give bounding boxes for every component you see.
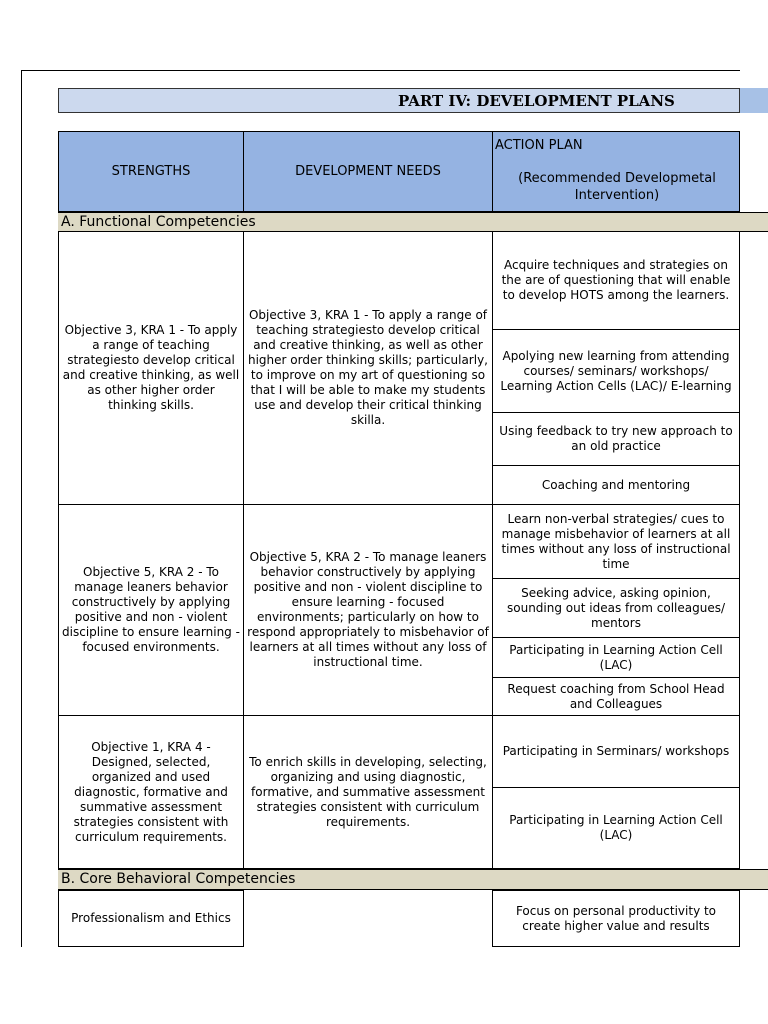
row2-action-4: Request coaching from School Head and Colleagues <box>492 677 740 716</box>
header-action-plan <box>492 131 740 212</box>
header-action-plan-sublabel: (Recommended Developmetal Intervention) <box>518 171 716 203</box>
row3-development-need: To enrich skills in developing, selecting, organizing and using diagnostic, formative, and summative assessment strategies consistent with curriculum requirements. <box>243 715 493 869</box>
section-functional-competencies <box>58 212 768 232</box>
row1-action-2: Apolying new learning from attending courses/ seminars/ workshops/ Learning Action Cells (LAC)/ E-learning <box>492 329 740 413</box>
row3-action-2: Participating in Learning Action Cell (LAC) <box>492 787 740 869</box>
core-development-need <box>243 890 493 947</box>
row2-strength: Objective 5, KRA 2 - To manage leaners behavior constructively by applying positive and non - violent discipline to ensure learning - focused environments. <box>58 504 244 716</box>
page-top-border <box>21 70 740 71</box>
row1-action-1: Acquire techniques and strategies on the are of questioning that will enable to develop HOTS among the learners. <box>492 231 740 330</box>
header-development-needs-label: DEVELOPMENT NEEDS <box>295 164 441 179</box>
row2-action-2: Seeking advice, asking opinion, sounding out ideas from colleagues/ mentors <box>492 578 740 638</box>
row3-strength: Objective 1, KRA 4 - Designed, selected, organized and used diagnostic, formative and summative assessment strategies consistent with curriculum requirements. <box>58 715 244 869</box>
title-bar-extension <box>740 88 768 113</box>
row1-strength: Objective 3, KRA 1 - To apply a range of teaching strategiesto develop critical and creative thinking, as well as other higher order thinking skills. <box>58 231 244 505</box>
header-strengths <box>58 131 244 212</box>
section-core-behavioral-competencies <box>58 869 768 890</box>
title-bar <box>58 88 740 113</box>
row1-development-need: Objective 3, KRA 1 - To apply a range of teaching strategiesto develop critical and creative thinking, as well as other higher order thinking skills; particularly, to improve on my art of questioning so that I will be able to make my students use and develop their critical thinking skilla. <box>243 231 493 505</box>
header-development-needs <box>243 131 493 212</box>
section-core-label: B. Core Behavioral Competencies <box>61 871 296 887</box>
header-strengths-label: STRENGTHS <box>111 164 191 179</box>
page-left-border <box>21 70 22 947</box>
section-functional-label: A. Functional Competencies <box>61 214 256 230</box>
row3-action-1: Participating in Serminars/ workshops <box>492 715 740 788</box>
page-title: PART IV: DEVELOPMENT PLANS <box>398 92 675 110</box>
core-strength: Professionalism and Ethics <box>58 890 244 947</box>
row1-action-4: Coaching and mentoring <box>492 465 740 505</box>
header-action-plan-label: ACTION PLAN <box>495 138 583 153</box>
row2-action-1: Learn non-verbal strategies/ cues to manage misbehavior of learners at all times without any loss of instructional time <box>492 504 740 579</box>
row2-development-need: Objective 5, KRA 2 - To manage leaners behavior constructively by applying positive and non - violent discipline to ensure learning - focused environments; particularly on how to respond appropriately to misbehavior of learners at all times without any loss of instructional time. <box>243 504 493 716</box>
core-action: Focus on personal productivity to create higher value and results <box>492 890 740 947</box>
row1-action-3: Using feedback to try new approach to an old practice <box>492 412 740 466</box>
row2-action-3: Participating in Learning Action Cell (LAC) <box>492 637 740 678</box>
